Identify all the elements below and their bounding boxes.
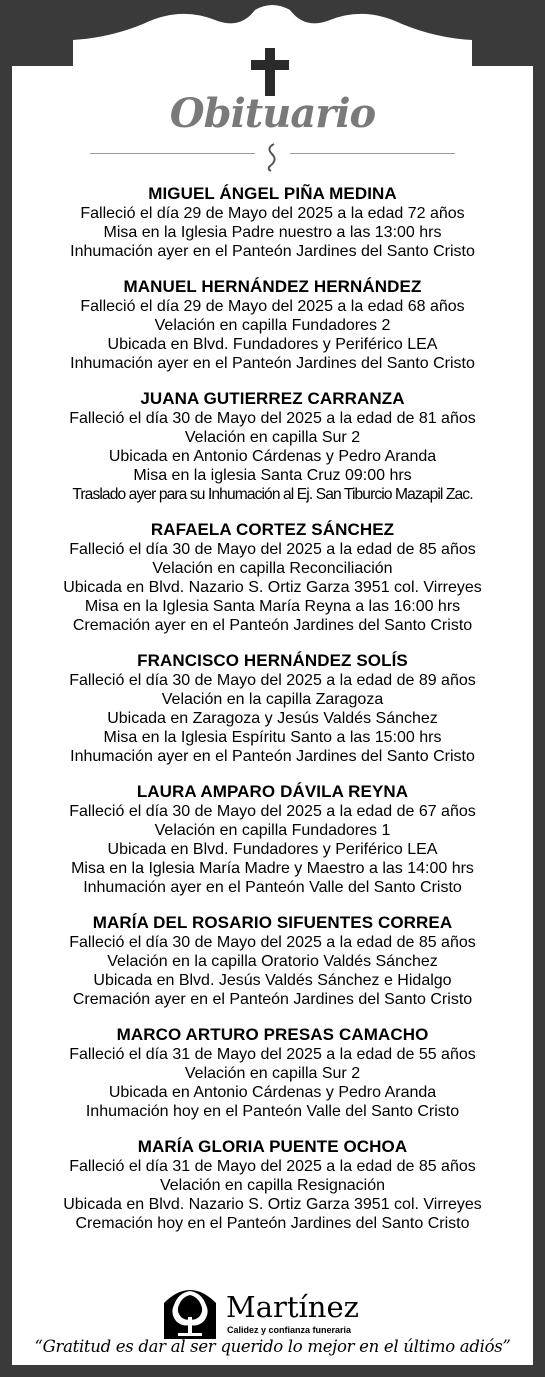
entry-line: Ubicada en Blvd. Fundadores y Periférico LEA bbox=[107, 336, 438, 353]
deceased-name: JUANA GUTIERREZ CARRANZA bbox=[140, 389, 405, 408]
entry-line: Misa en la Iglesia Espíritu Santo a las 15:00 hrs bbox=[103, 729, 442, 746]
entry-line: Ubicada en Blvd. Nazario S. Ortiz Garza 3951 col. Virreyes bbox=[63, 1196, 482, 1213]
entry-line: Velación en capilla Reconciliación bbox=[152, 560, 393, 577]
deceased-name: MARCO ARTURO PRESAS CAMACHO bbox=[116, 1025, 429, 1044]
obituary-entry bbox=[0, 389, 545, 504]
entry-line: Velación en capilla Resignación bbox=[159, 1177, 386, 1194]
obituary-entry bbox=[0, 651, 545, 766]
entry-line: Falleció el día 30 de Mayo del 2025 a la edad de 67 años bbox=[69, 803, 476, 820]
entry-line: Inhumación ayer en el Panteón Jardines del Santo Cristo bbox=[70, 243, 475, 260]
obituary-list bbox=[0, 184, 545, 1249]
deceased-name: MARÍA GLORIA PUENTE OCHOA bbox=[137, 1137, 408, 1156]
entry-line: Ubicada en Blvd. Jesús Valdés Sánchez e Hidalgo bbox=[93, 972, 452, 989]
entry-line: Misa en la Iglesia Santa María Reyna a las 16:00 hrs bbox=[84, 598, 461, 615]
entry-line: Ubicada en Zaragoza y Jesús Valdés Sánchez bbox=[107, 710, 438, 727]
entry-line: Falleció el día 30 de Mayo del 2025 a la edad de 89 años bbox=[69, 672, 476, 689]
obituary-entry bbox=[0, 277, 545, 373]
entry-line: Misa en la Iglesia Padre nuestro a las 13:00 hrs bbox=[103, 224, 442, 241]
obituary-entry bbox=[0, 782, 545, 897]
entry-line: Cremación ayer en el Panteón Jardines del Santo Cristo bbox=[72, 991, 473, 1008]
entry-line: Misa en la iglesia Santa Cruz 09:00 hrs bbox=[133, 467, 412, 484]
deceased-name: MANUEL HERNÁNDEZ HERNÁNDEZ bbox=[123, 277, 422, 296]
entry-line: Falleció el día 31 de Mayo del 2025 a la edad de 85 años bbox=[69, 1158, 476, 1175]
entry-line: Inhumación hoy en el Panteón Valle del Santo Cristo bbox=[85, 1103, 460, 1120]
entry-line: Misa en la Iglesia María Madre y Maestro a las 14:00 hrs bbox=[71, 860, 474, 877]
entry-line: Inhumación ayer en el Panteón Jardines del Santo Cristo bbox=[70, 748, 475, 765]
entry-line: Falleció el día 30 de Mayo del 2025 a la edad de 81 años bbox=[69, 410, 476, 427]
entry-line: Velación en la capilla Zaragoza bbox=[161, 691, 384, 708]
deceased-name: MARÍA DEL ROSARIO SIFUENTES CORREA bbox=[92, 913, 453, 932]
entry-line: Velación en la capilla Oratorio Valdés Sánchez bbox=[107, 953, 438, 970]
entry-line: Ubicada en Antonio Cárdenas y Pedro Aranda bbox=[108, 448, 437, 465]
entry-line: Inhumación ayer en el Panteón Valle del Santo Cristo bbox=[83, 879, 462, 896]
obituary-entry bbox=[0, 1025, 545, 1121]
entry-line: Velación en capilla Fundadores 1 bbox=[154, 822, 391, 839]
brand-name: Martínez bbox=[226, 1290, 359, 1324]
obituary-entry bbox=[0, 913, 545, 1009]
entry-line: Traslado ayer para su Inhumación al Ej. San Tiburcio Mazapil Zac. bbox=[72, 486, 473, 503]
cross-icon bbox=[251, 48, 289, 96]
obituary-entry bbox=[0, 520, 545, 635]
deceased-name: LAURA AMPARO DÁVILA REYNA bbox=[136, 782, 409, 801]
brand-tagline: Calidez y confianza funeraria bbox=[227, 1325, 352, 1335]
divider-right bbox=[290, 153, 455, 154]
entry-line: Velación en capilla Fundadores 2 bbox=[154, 317, 391, 334]
entry-line: Falleció el día 31 de Mayo del 2025 a la edad de 55 años bbox=[69, 1046, 476, 1063]
entry-line: Ubicada en Antonio Cárdenas y Pedro Aranda bbox=[108, 1084, 437, 1101]
entry-line: Falleció el día 29 de Mayo del 2025 a la edad 72 años bbox=[80, 205, 465, 222]
entry-line: Velación en capilla Sur 2 bbox=[184, 429, 361, 446]
chapel-tree-icon bbox=[160, 1283, 220, 1339]
obituary-entry bbox=[0, 1137, 545, 1233]
entry-line: Ubicada en Blvd. Nazario S. Ortiz Garza 3951 col. Virreyes bbox=[63, 579, 482, 596]
page-title: Obituario bbox=[169, 90, 376, 137]
deceased-name: MIGUEL ÁNGEL PIÑA MEDINA bbox=[148, 184, 397, 203]
obituary-entry bbox=[0, 184, 545, 261]
entry-line: Falleció el día 29 de Mayo del 2025 a la edad 68 años bbox=[80, 298, 465, 315]
entry-line: Falleció el día 30 de Mayo del 2025 a la edad de 85 años bbox=[69, 541, 476, 558]
entry-line: Inhumación ayer en el Panteón Jardines del Santo Cristo bbox=[70, 355, 475, 372]
entry-line: Falleció el día 30 de Mayo del 2025 a la edad de 85 años bbox=[69, 934, 476, 951]
deceased-name: FRANCISCO HERNÁNDEZ SOLÍS bbox=[137, 651, 408, 670]
entry-line: Velación en capilla Sur 2 bbox=[184, 1065, 361, 1082]
divider-left bbox=[90, 153, 255, 154]
entry-line: Cremación hoy en el Panteón Jardines del Santo Cristo bbox=[75, 1215, 470, 1232]
footer-quote: “Gratitud es dar al ser querido lo mejor en el último adiós” bbox=[34, 1337, 511, 1356]
flourish-icon bbox=[262, 142, 282, 172]
entry-line: Cremación ayer en el Panteón Jardines del Santo Cristo bbox=[72, 617, 473, 634]
deceased-name: RAFAELA CORTEZ SÁNCHEZ bbox=[150, 520, 395, 539]
entry-line: Ubicada en Blvd. Fundadores y Periférico LEA bbox=[107, 841, 438, 858]
